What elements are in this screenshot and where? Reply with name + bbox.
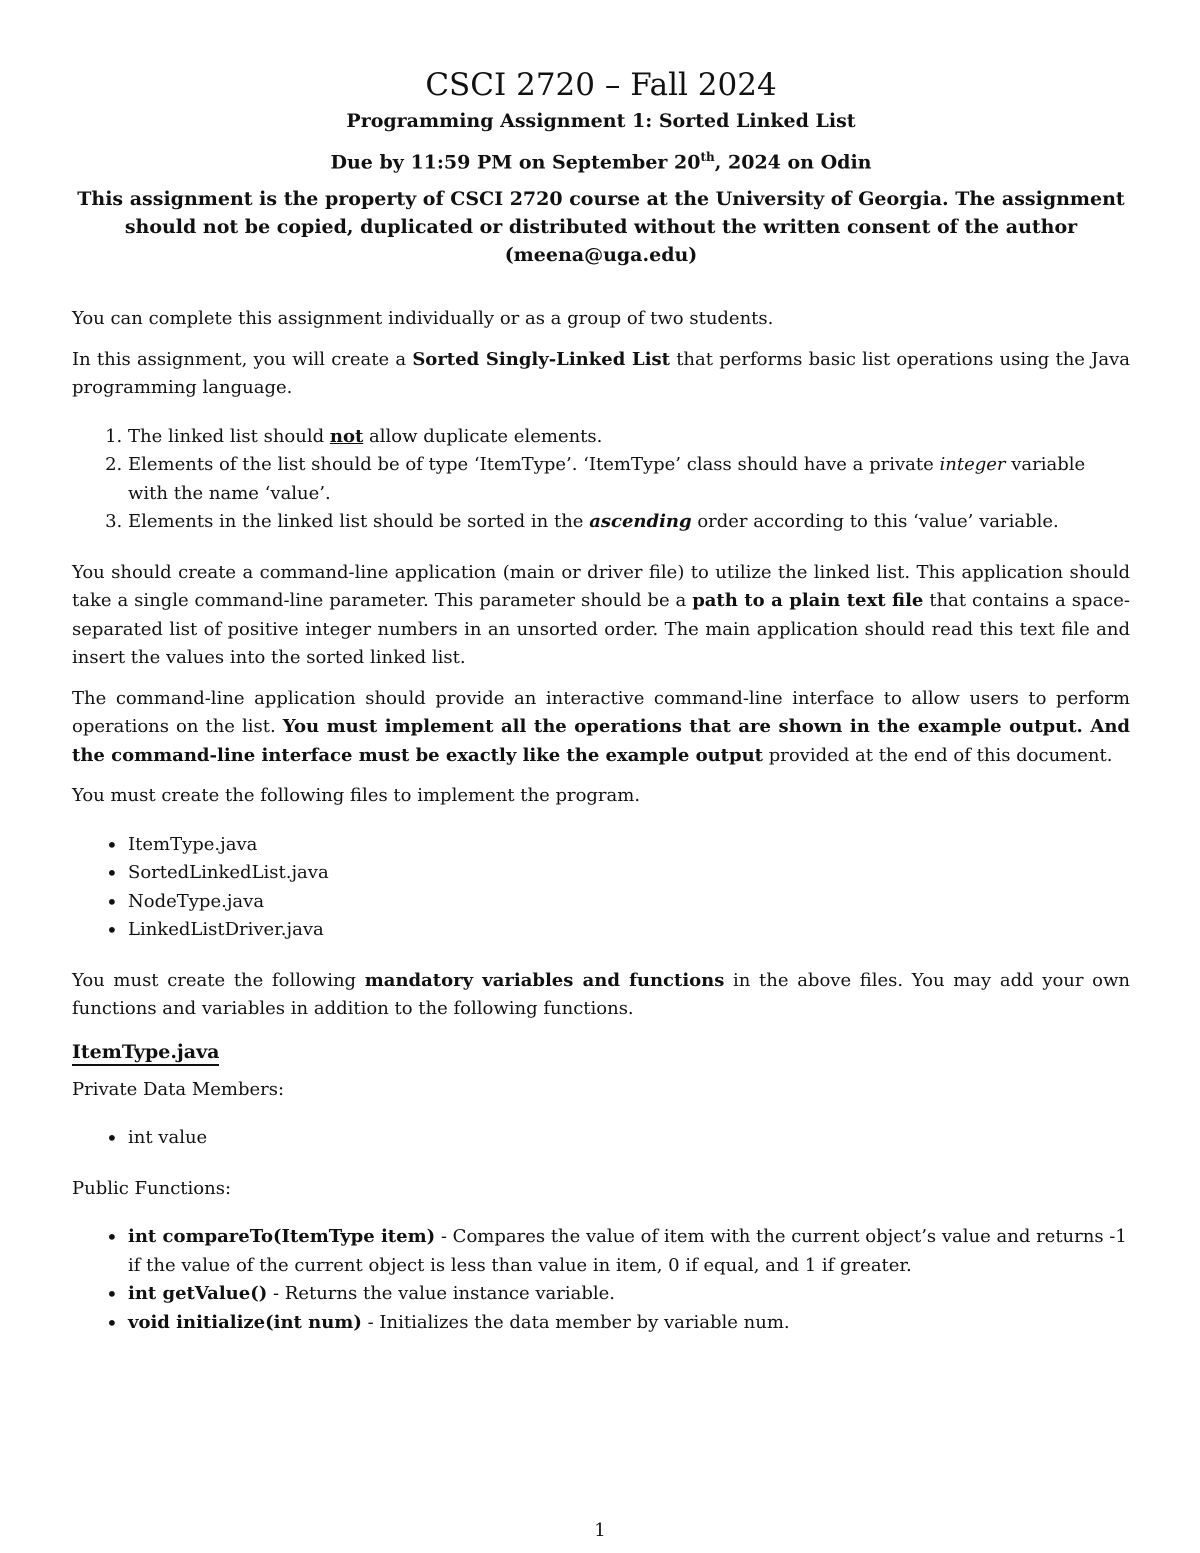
requirements-list (72, 423, 1130, 537)
text-run: Elements in the linked list should be sorted in the (128, 511, 590, 533)
due-suffix: , 2024 on Odin (714, 151, 872, 174)
text-run: order according to this ‘value’ variable. (691, 511, 1059, 533)
property-notice: This assignment is the property of CSCI 2720 course at the University of Georgia. The assignment should not be copied, duplicated or distributed without the written consent of the author (meena@uga.edu) (77, 188, 1125, 267)
text-run: that contains a space-separated list of positive integer numbers in an unsorted order. The main application should read this text file and insert the values into the sorted linked list. (72, 590, 1130, 669)
app-paragraph-1 (72, 559, 1130, 673)
text-run: The command-line application should provide an interactive command-line interface to allow users to perform operations on the list. (72, 687, 1130, 738)
intro-paragraph-2 (72, 346, 1130, 403)
private-members-list (72, 1124, 1130, 1153)
public-functions-list (72, 1223, 1130, 1337)
italic-text: integer (939, 454, 1006, 476)
function-description: - Compares the value of item with the current object’s value and returns -1 if the value of the current object is less than value in item, 0 if equal, and 1 if greater. (128, 1226, 1127, 1276)
public-functions-label: Public Functions: (72, 1177, 232, 1199)
bold-text: path to a plain text file (692, 590, 924, 612)
emphasis-text: ascending (589, 511, 692, 533)
list-item: • SortedLinkedList.java (128, 859, 1130, 888)
bold-text: Sorted Singly-Linked List (412, 348, 670, 370)
app-paragraph-2 (72, 685, 1130, 771)
text-run: You should create a command-line application (main or driver file) to utilize the linked list. This application should take a single command-line parameter. This parameter should be a (72, 561, 1130, 612)
text-run: that performs basic list operations using the Java programming language. (72, 348, 1130, 399)
text-run: in the above files. You may add your own functions and variables in addition to the following functions. (72, 969, 1130, 1020)
list-item (128, 1280, 1130, 1309)
text-run: The linked list should (128, 425, 330, 447)
list-item: • ItemType.java (128, 831, 1130, 860)
section-heading-itemtype: ItemType.java (72, 1040, 219, 1066)
list-item (128, 508, 1130, 537)
list-item: • LinkedListDriver.java (128, 916, 1130, 945)
files-list (72, 831, 1130, 945)
page-number: 1 (594, 1520, 606, 1541)
text-run: You must create the following (72, 969, 365, 991)
text-run: variable with the name ‘value’. (128, 454, 1086, 504)
mandatory-paragraph (72, 967, 1130, 1024)
due-date (72, 144, 1130, 175)
function-signature: int getValue() (128, 1283, 268, 1305)
text-run: In this assignment, you will create a (72, 348, 413, 370)
function-description: - Initializes the data member by variable num. (361, 1311, 790, 1333)
list-item (128, 451, 1130, 508)
function-description: - Returns the value instance variable. (267, 1283, 616, 1305)
bold-text: You must implement all the operations that are shown in the example output. And the command-line interface must be exactly like the example output (72, 716, 1130, 766)
assignment-subtitle: Programming Assignment 1: Sorted Linked List (346, 110, 856, 132)
text-run: allow duplicate elements. (363, 425, 603, 447)
list-item (128, 1223, 1130, 1280)
emphasis-text: not (329, 425, 364, 447)
function-signature: int compareTo(ItemType item) (128, 1226, 436, 1248)
private-members-label: Private Data Members: (72, 1078, 285, 1100)
text-run: provided at the end of this document. (762, 744, 1113, 766)
function-signature: void initialize(int num) (128, 1311, 362, 1333)
list-item: • int value (128, 1124, 1130, 1153)
list-item (128, 1309, 1130, 1338)
due-superscript: th (700, 150, 715, 164)
list-item (128, 423, 1130, 452)
bold-text: mandatory variables and functions (364, 969, 725, 991)
list-item: • NodeType.java (128, 888, 1130, 917)
intro-paragraph-1: You can complete this assignment individually or as a group of two students. (72, 308, 774, 330)
app-paragraph-3: You must create the following files to implement the program. (72, 785, 641, 807)
document-page (72, 60, 1130, 1359)
due-prefix: Due by 11:59 PM on September 20 (330, 151, 701, 174)
text-run: Elements of the list should be of type ‘ItemType’. ‘ItemType’ class should have a private (128, 454, 940, 476)
document-title: CSCI 2720 – Fall 2024 (425, 67, 777, 103)
